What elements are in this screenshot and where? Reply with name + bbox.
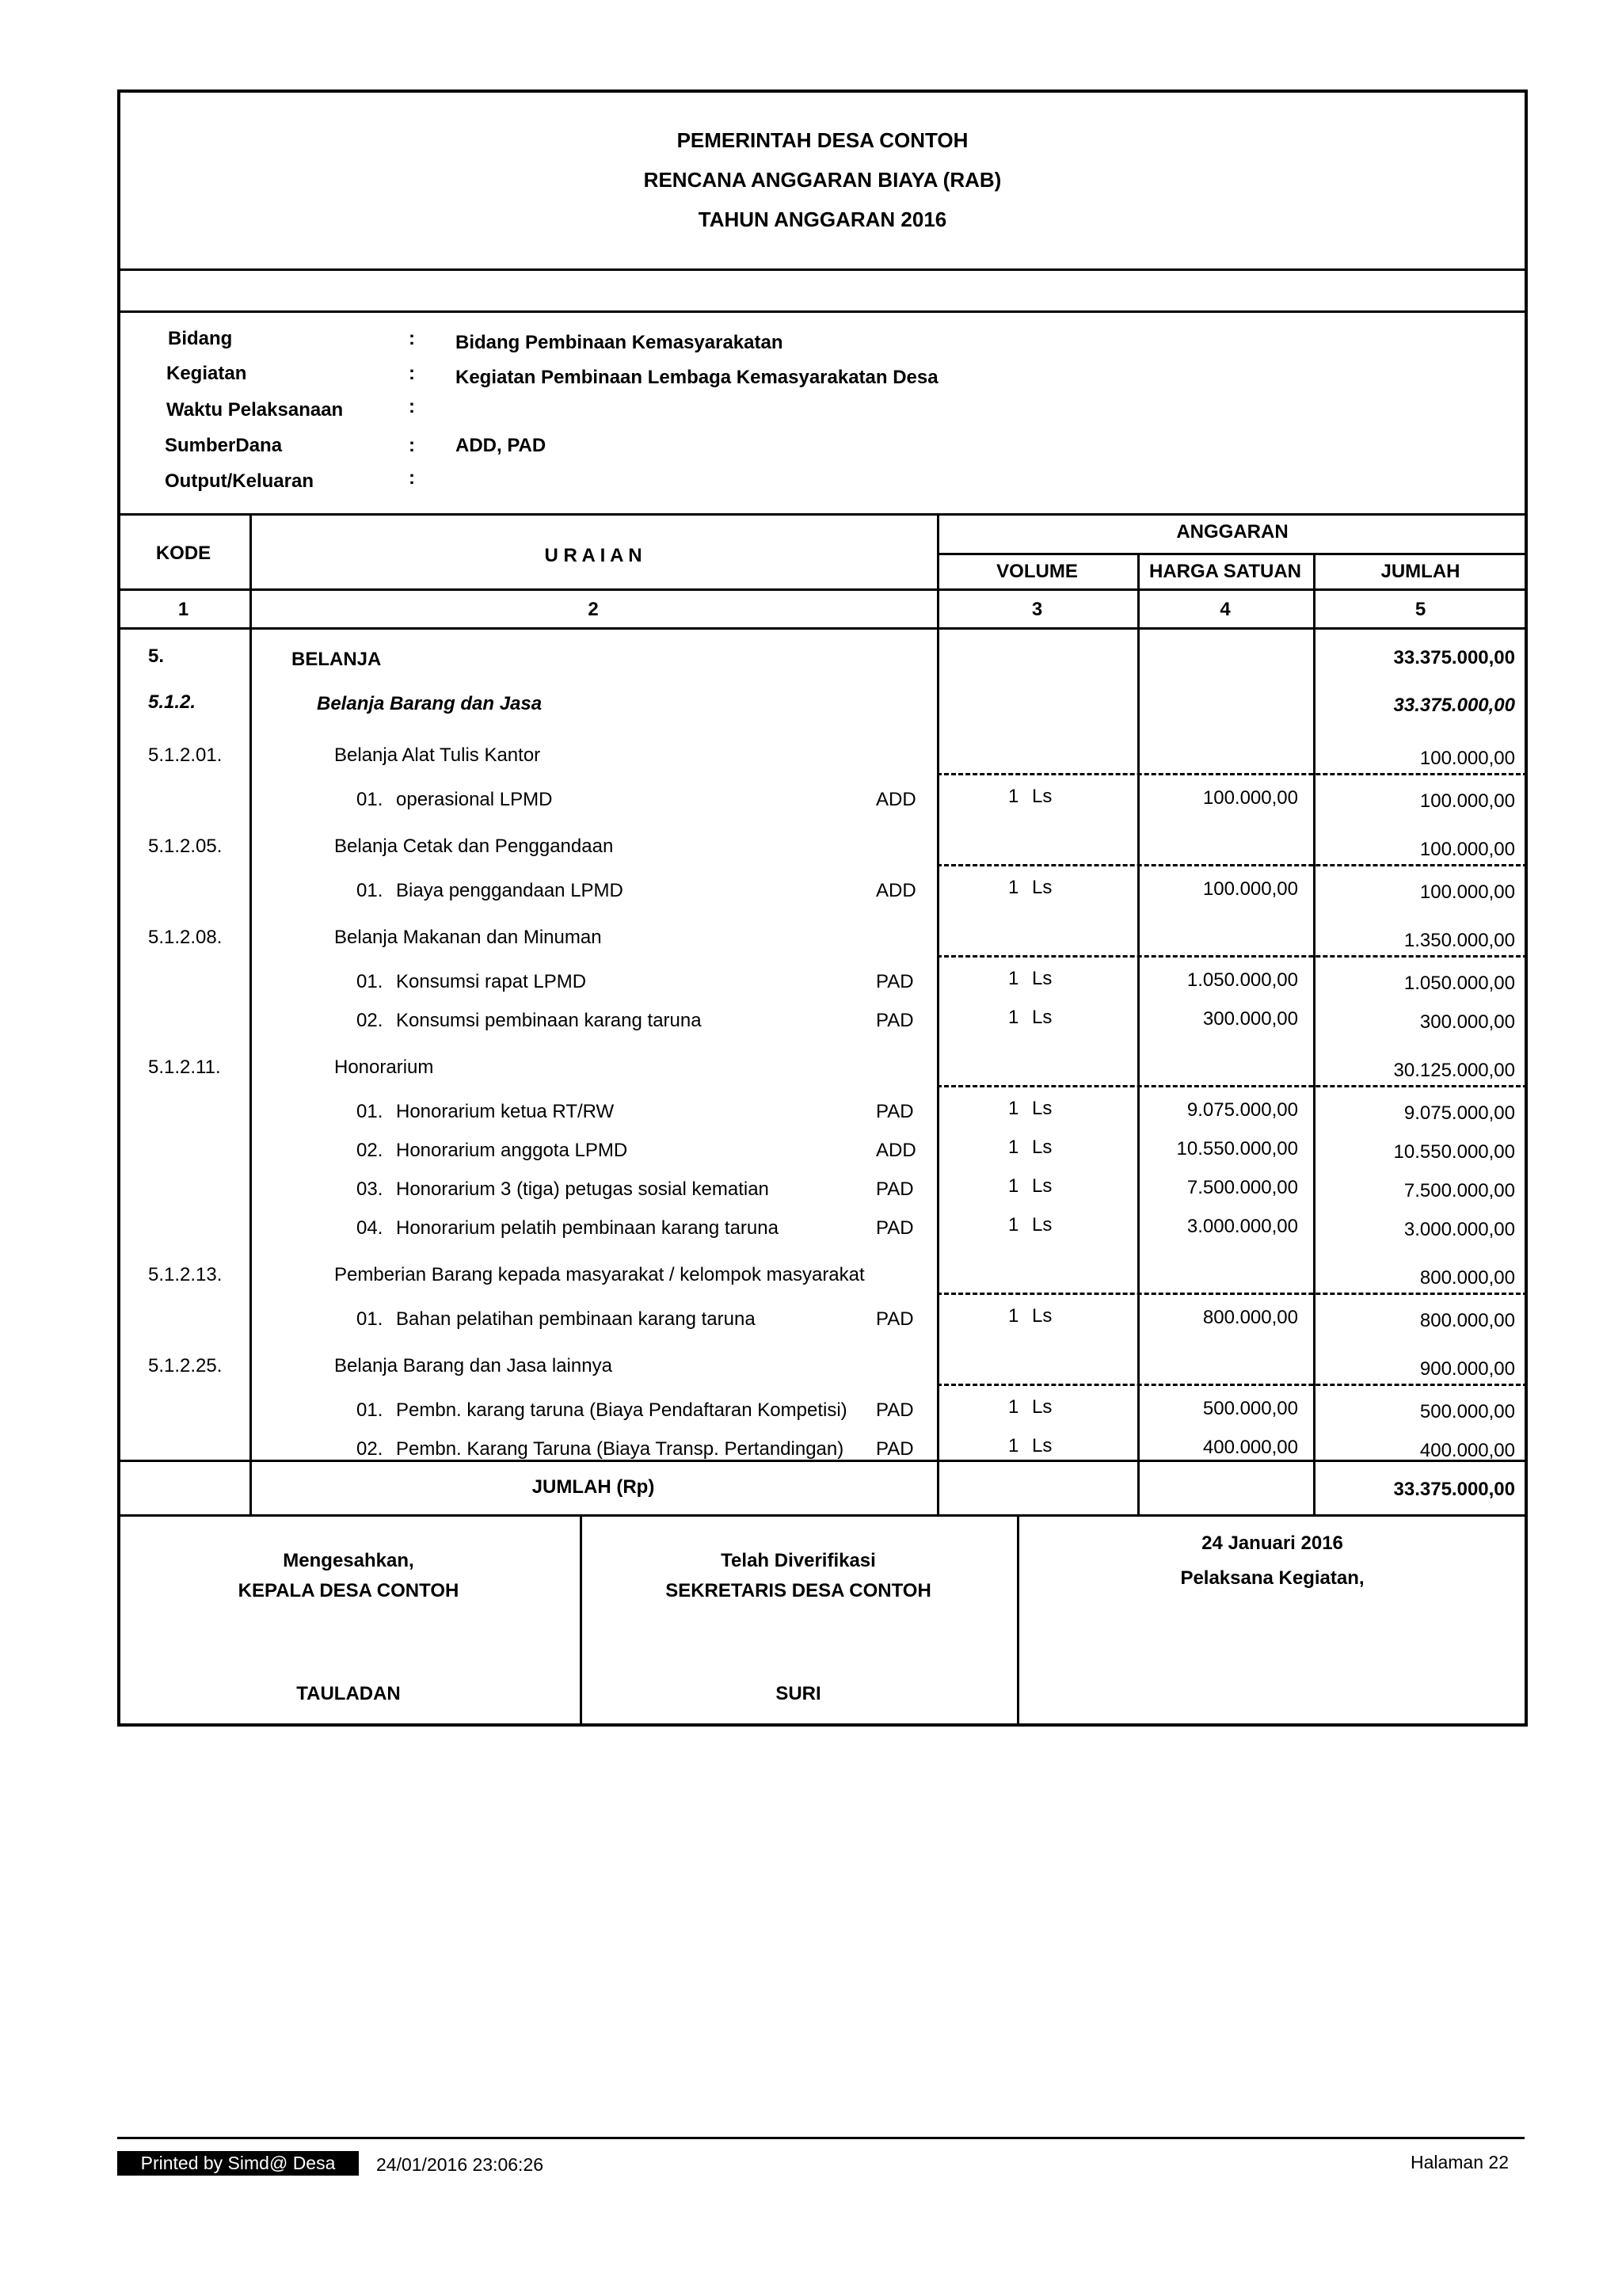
kegiatan-label: Kegiatan xyxy=(166,363,247,384)
item-label: Konsumsi rapat LPMD xyxy=(396,971,587,992)
dashed-divider xyxy=(937,1085,1528,1087)
item-volume: 1 xyxy=(1008,1137,1019,1158)
item-sumber-dana: PAD xyxy=(876,971,914,992)
item-volume: 1 xyxy=(1008,1396,1019,1418)
belanja-kode: 5. xyxy=(148,645,165,667)
colon: : xyxy=(409,363,415,384)
group-jumlah: 30.125.000,00 xyxy=(1393,1060,1515,1081)
bidang-value: Bidang Pembinaan Kemasyarakatan xyxy=(455,332,783,353)
dashed-divider xyxy=(937,1384,1528,1386)
item-harga-satuan: 10.550.000,00 xyxy=(1176,1138,1298,1159)
signature-left-line1: Mengesahkan, xyxy=(283,1550,414,1571)
barang-jasa-kode: 5.1.2. xyxy=(148,691,196,713)
group-kode: 5.1.2.05. xyxy=(148,836,223,857)
col-number: 1 xyxy=(177,599,189,620)
output-label: Output/Keluaran xyxy=(165,470,314,492)
page-number: Halaman 22 xyxy=(1410,2152,1509,2172)
column-divider xyxy=(249,513,252,1514)
col-kode-header: KODE xyxy=(155,543,211,564)
item-label: Honorarium anggota LPMD xyxy=(396,1140,628,1161)
item-number: 01. xyxy=(356,789,383,810)
item-volume: 1 xyxy=(1008,1007,1019,1028)
item-satuan: Ls xyxy=(1032,1305,1053,1327)
item-jumlah: 7.500.000,00 xyxy=(1403,1180,1515,1201)
dashed-divider xyxy=(937,773,1528,775)
group-label: Honorarium xyxy=(334,1057,434,1078)
signature-left-name: TAULADAN xyxy=(296,1683,401,1704)
total-label: JUMLAH (Rp) xyxy=(531,1476,655,1498)
item-volume: 1 xyxy=(1008,1305,1019,1327)
item-jumlah: 3.000.000,00 xyxy=(1403,1219,1515,1240)
item-label: Pembn. Karang Taruna (Biaya Transp. Pertandingan) xyxy=(396,1438,844,1460)
item-number: 01. xyxy=(356,1399,383,1421)
item-satuan: Ls xyxy=(1032,1396,1053,1418)
item-sumber-dana: PAD xyxy=(876,1010,914,1031)
divider xyxy=(117,588,1528,591)
item-jumlah: 1.050.000,00 xyxy=(1403,973,1515,994)
signature-left-line2: KEPALA DESA CONTOH xyxy=(238,1580,459,1601)
col-volume-header: VOLUME xyxy=(996,561,1078,582)
waktu-label: Waktu Pelaksanaan xyxy=(166,399,344,421)
item-satuan: Ls xyxy=(1032,968,1053,989)
item-satuan: Ls xyxy=(1032,1175,1053,1197)
item-harga-satuan: 500.000,00 xyxy=(1202,1398,1298,1419)
item-harga-satuan: 7.500.000,00 xyxy=(1186,1177,1298,1198)
signature-mid-name: SURI xyxy=(775,1683,821,1704)
item-label: Konsumsi pembinaan karang taruna xyxy=(396,1010,702,1031)
item-harga-satuan: 9.075.000,00 xyxy=(1186,1099,1298,1121)
col-harga-header: HARGA SATUAN xyxy=(1149,561,1301,582)
printed-by-badge: Printed by Simd@ Desa xyxy=(117,2151,359,2176)
item-number: 01. xyxy=(356,971,383,992)
belanja-label: BELANJA xyxy=(291,649,382,670)
kegiatan-value: Kegiatan Pembinaan Lembaga Kemasyarakatan Desa xyxy=(455,367,939,388)
item-volume: 1 xyxy=(1008,877,1019,898)
group-kode: 5.1.2.13. xyxy=(148,1264,223,1285)
item-sumber-dana: ADD xyxy=(876,789,916,810)
sumber-value: ADD, PAD xyxy=(455,435,546,456)
signature-right-date: 24 Januari 2016 xyxy=(1201,1533,1343,1554)
col-jumlah-header: JUMLAH xyxy=(1380,561,1460,582)
item-label: Pembn. karang taruna (Biaya Pendaftaran Kompetisi) xyxy=(396,1399,847,1421)
item-harga-satuan: 800.000,00 xyxy=(1202,1307,1298,1328)
item-number: 01. xyxy=(356,1308,383,1330)
col-number: 2 xyxy=(588,599,599,620)
divider xyxy=(117,310,1528,313)
signature-right-line1: Pelaksana Kegiatan, xyxy=(1180,1567,1365,1589)
group-jumlah: 100.000,00 xyxy=(1419,839,1515,860)
item-satuan: Ls xyxy=(1032,1137,1053,1158)
group-jumlah: 800.000,00 xyxy=(1419,1267,1515,1289)
group-label: Belanja Barang dan Jasa lainnya xyxy=(334,1355,612,1376)
dashed-divider xyxy=(937,1293,1528,1295)
item-sumber-dana: PAD xyxy=(876,1438,914,1460)
item-volume: 1 xyxy=(1008,1098,1019,1119)
barang-jasa-jumlah: 33.375.000,00 xyxy=(1393,695,1515,716)
item-jumlah: 100.000,00 xyxy=(1419,790,1515,812)
belanja-jumlah: 33.375.000,00 xyxy=(1393,647,1515,668)
group-jumlah: 100.000,00 xyxy=(1419,748,1515,769)
item-label: Biaya penggandaan LPMD xyxy=(396,880,623,901)
item-number: 02. xyxy=(356,1438,383,1460)
item-sumber-dana: PAD xyxy=(876,1217,914,1239)
colon: : xyxy=(409,396,415,417)
item-satuan: Ls xyxy=(1032,1214,1053,1236)
item-label: Bahan pelatihan pembinaan karang taruna xyxy=(396,1308,756,1330)
col-number: 3 xyxy=(1031,599,1043,620)
group-label: Belanja Cetak dan Penggandaan xyxy=(334,836,614,857)
col-number: 5 xyxy=(1414,599,1426,620)
group-label: Belanja Alat Tulis Kantor xyxy=(334,744,541,766)
colon: : xyxy=(409,328,415,349)
item-harga-satuan: 1.050.000,00 xyxy=(1186,969,1298,991)
group-kode: 5.1.2.25. xyxy=(148,1355,223,1376)
item-number: 02. xyxy=(356,1010,383,1031)
column-divider xyxy=(937,513,939,1514)
divider xyxy=(117,1514,1528,1517)
col-number: 4 xyxy=(1220,599,1231,620)
item-label: Honorarium pelatih pembinaan karang taruna xyxy=(396,1217,779,1239)
item-harga-satuan: 300.000,00 xyxy=(1202,1008,1298,1030)
header-line1: PEMERINTAH DESA CONTOH xyxy=(676,128,969,152)
item-volume: 1 xyxy=(1008,968,1019,989)
item-harga-satuan: 3.000.000,00 xyxy=(1186,1216,1298,1237)
item-satuan: Ls xyxy=(1032,1435,1053,1456)
item-volume: 1 xyxy=(1008,1214,1019,1236)
item-satuan: Ls xyxy=(1032,1098,1053,1119)
item-label: operasional LPMD xyxy=(396,789,553,810)
group-kode: 5.1.2.01. xyxy=(148,744,223,766)
item-number: 01. xyxy=(356,1101,383,1122)
item-label: Honorarium ketua RT/RW xyxy=(396,1101,615,1122)
item-sumber-dana: PAD xyxy=(876,1308,914,1330)
item-number: 01. xyxy=(356,880,383,901)
item-jumlah: 800.000,00 xyxy=(1419,1310,1515,1331)
item-sumber-dana: ADD xyxy=(876,1140,916,1161)
print-timestamp: 24/01/2016 23:06:26 xyxy=(376,2154,544,2175)
divider xyxy=(937,553,1528,555)
item-satuan: Ls xyxy=(1032,877,1053,898)
column-divider xyxy=(1137,553,1140,1514)
group-kode: 5.1.2.11. xyxy=(148,1057,221,1078)
group-jumlah: 1.350.000,00 xyxy=(1403,930,1515,951)
divider xyxy=(117,513,1528,516)
header-line2: RENCANA ANGGARAN BIAYA (RAB) xyxy=(643,168,1002,192)
header-line3: TAHUN ANGGARAN 2016 xyxy=(698,208,947,231)
item-sumber-dana: PAD xyxy=(876,1399,914,1421)
item-jumlah: 9.075.000,00 xyxy=(1403,1102,1515,1124)
dashed-divider xyxy=(937,864,1528,866)
signature-mid-line2: SEKRETARIS DESA CONTOH xyxy=(665,1580,931,1601)
group-kode: 5.1.2.08. xyxy=(148,927,223,948)
col-uraian-header: U R A I A N xyxy=(544,545,642,566)
total-value: 33.375.000,00 xyxy=(1393,1479,1515,1500)
item-jumlah: 300.000,00 xyxy=(1419,1011,1515,1033)
divider xyxy=(117,1460,1528,1462)
item-harga-satuan: 400.000,00 xyxy=(1202,1437,1298,1458)
item-label: Honorarium 3 (tiga) petugas sosial kematian xyxy=(396,1178,769,1200)
item-harga-satuan: 100.000,00 xyxy=(1202,787,1298,809)
item-number: 02. xyxy=(356,1140,383,1161)
item-volume: 1 xyxy=(1008,1175,1019,1197)
group-label: Belanja Makanan dan Minuman xyxy=(334,927,602,948)
item-number: 03. xyxy=(356,1178,383,1200)
item-sumber-dana: PAD xyxy=(876,1101,914,1122)
divider xyxy=(117,627,1528,630)
item-jumlah: 500.000,00 xyxy=(1419,1401,1515,1422)
group-label: Pemberian Barang kepada masyarakat / kelompok masyarakat xyxy=(334,1264,865,1285)
divider xyxy=(117,268,1528,271)
colon: : xyxy=(409,435,415,456)
item-satuan: Ls xyxy=(1032,1007,1053,1028)
dashed-divider xyxy=(937,955,1528,958)
item-jumlah: 10.550.000,00 xyxy=(1393,1141,1515,1163)
group-jumlah: 900.000,00 xyxy=(1419,1358,1515,1380)
barang-jasa-label: Belanja Barang dan Jasa xyxy=(317,693,543,714)
col-anggaran-header: ANGGARAN xyxy=(1176,521,1289,543)
signature-mid-line1: Telah Diverifikasi xyxy=(721,1550,876,1571)
bidang-label: Bidang xyxy=(168,328,233,349)
item-jumlah: 400.000,00 xyxy=(1419,1440,1515,1461)
item-sumber-dana: ADD xyxy=(876,880,916,901)
footer-rule xyxy=(117,2137,1525,2139)
item-volume: 1 xyxy=(1008,786,1019,807)
colon: : xyxy=(409,467,415,489)
item-sumber-dana: PAD xyxy=(876,1178,914,1200)
sumber-label: SumberDana xyxy=(165,435,283,456)
item-jumlah: 100.000,00 xyxy=(1419,881,1515,903)
item-volume: 1 xyxy=(1008,1435,1019,1456)
item-satuan: Ls xyxy=(1032,786,1053,807)
item-number: 04. xyxy=(356,1217,383,1239)
item-harga-satuan: 100.000,00 xyxy=(1202,878,1298,900)
